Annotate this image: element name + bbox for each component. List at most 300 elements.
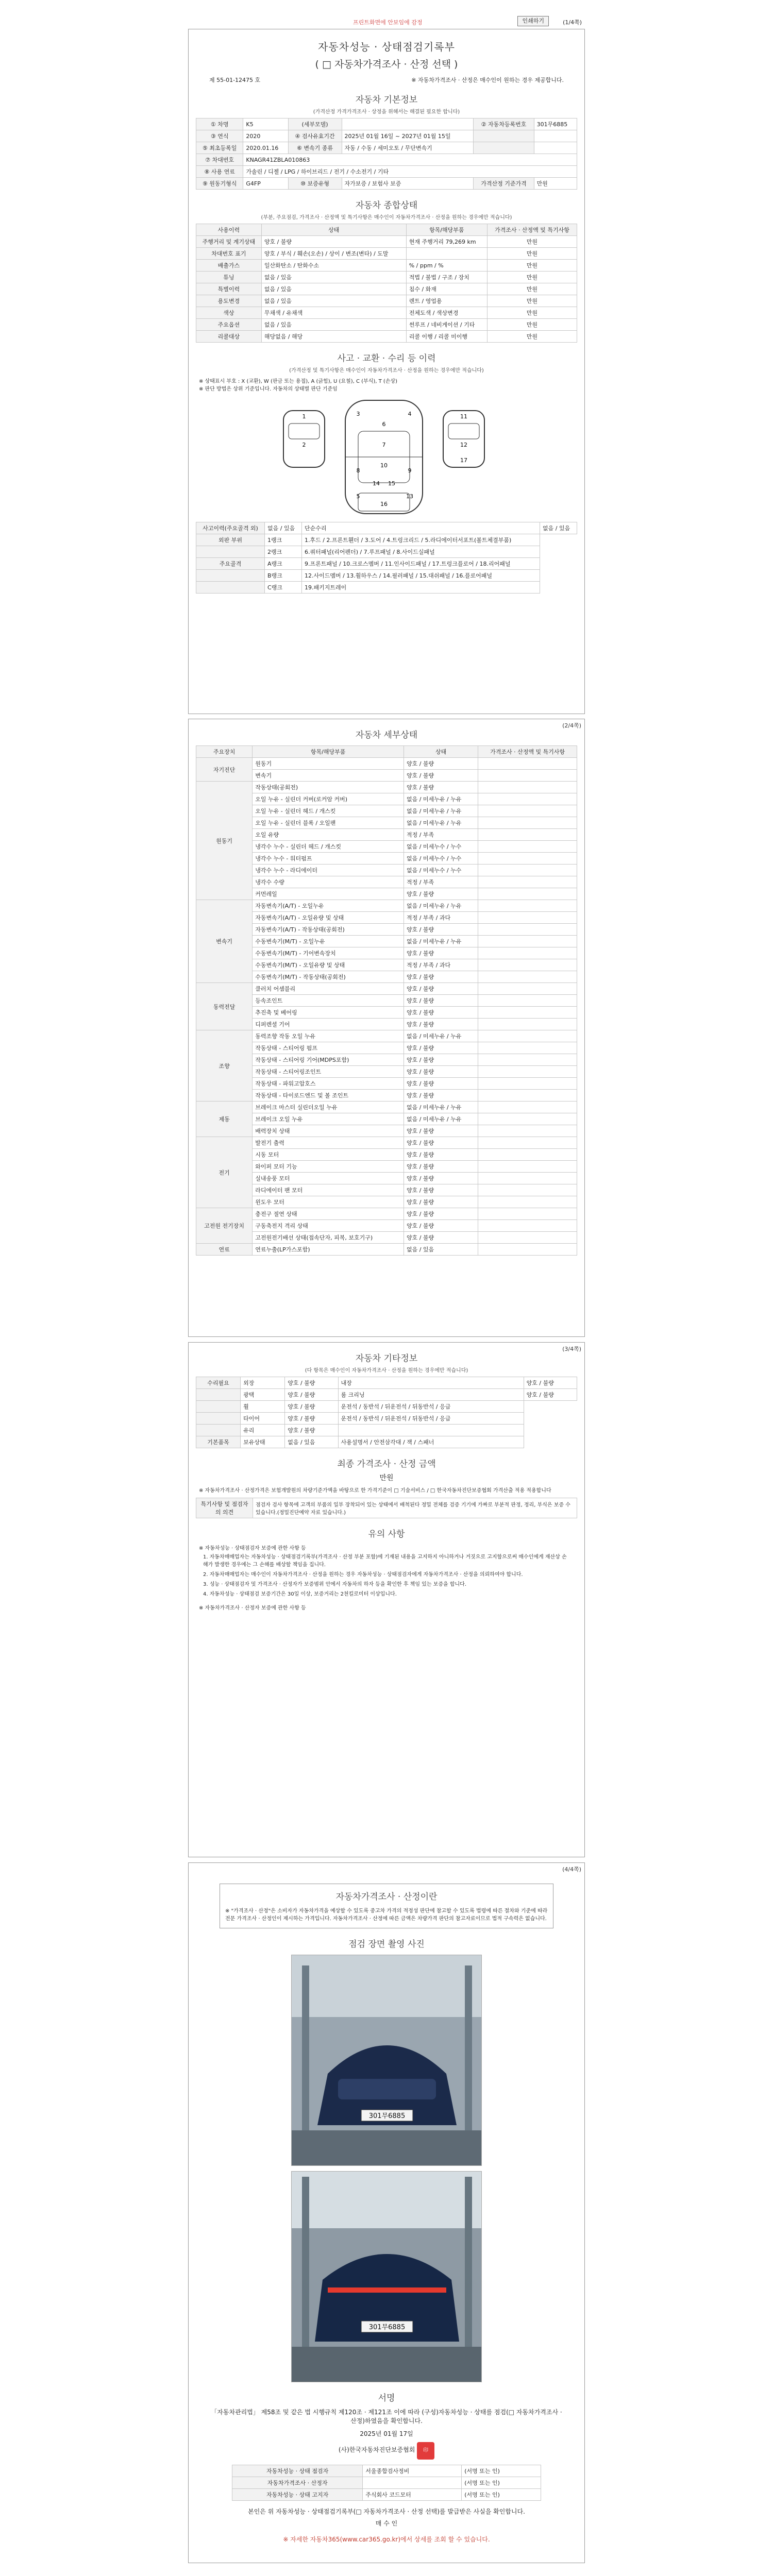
detail-item-price [478,983,577,995]
detail-status-row [196,1173,577,1184]
detail-item-label: 오일 누유 - 실린더 헤드 / 개스킷 [253,805,404,817]
general-status-row [196,331,577,343]
basic-info-label: ① 차명 [196,118,243,130]
detail-item-label: 시동 모터 [253,1149,404,1161]
detail-item-price [478,1007,577,1019]
general-item-price: 만원 [487,236,577,248]
detail-item-price [478,1244,577,1256]
diagram-part-label: 16 [380,501,388,507]
detail-item-price [478,1137,577,1149]
detail-item-label: 와이퍼 모터 기능 [253,1161,404,1173]
general-head-cell: 상태 [261,224,406,236]
detail-status-row [196,1149,577,1161]
detail-item-label: 수동변속기(M/T) - 오일유량 및 상태 [253,959,404,971]
detail-item-price [478,1078,577,1090]
detail-item-status: 없음 / 미세누수 / 누수 [404,841,478,853]
car-outline-svg [273,395,500,519]
detail-item-label: 브레이크 마스터 실린더오일 누유 [253,1101,404,1113]
detail-group-label: 변속기 [196,900,253,983]
detail-item-label: 냉각수 수량 [253,876,404,888]
general-status-note: (부분, 주요점검, 가격조사 · 산정액 및 특기사항은 매수인이 자동차가격조사 · 산정을 원하는 경우에만 적습니다) [261,215,512,221]
other-info-cell: 양호 / 불량 [524,1389,577,1401]
detail-status-row [196,1101,577,1113]
detail-status-row [196,1244,577,1256]
page-2-number: (2/4쪽) [562,722,581,729]
general-item-label: 색상 [196,307,262,319]
detail-item-price [478,924,577,936]
car-damage-diagram [196,395,577,519]
detail-item-label: 오일 누유 - 실린더 블록 / 오일팬 [253,817,404,829]
detail-item-price [478,1196,577,1208]
basic-info-row [196,178,577,190]
general-item-price: 만원 [487,307,577,319]
detail-item-label: 작동상태 - 파워고압호스 [253,1078,404,1090]
accident-row [196,570,577,582]
detail-item-label: 구동축전지 격리 상태 [253,1220,404,1232]
detail-head-cell: 항목/해당부품 [253,746,404,758]
basic-info-value: 2020.01.16 [243,142,288,154]
other-info-cell: 외장 [241,1377,285,1389]
detail-status-row [196,1196,577,1208]
general-status-row [196,260,577,272]
detail-status-row [196,865,577,876]
detail-item-price [478,936,577,947]
detail-status-title: 자동차 세부상태 [355,730,418,740]
general-item-label: 용도변경 [196,295,262,307]
basic-info-value: 2025년 01월 16일 ~ 2027년 01월 15일 [342,130,474,142]
detail-item-status: 양호 / 불량 [404,1173,478,1184]
detail-item-price [478,900,577,912]
detail-item-price [478,758,577,770]
final-price-value: 만원 [379,1474,394,1482]
detail-item-status: 적정 / 부족 [404,876,478,888]
photo-title: 점검 장면 촬영 사진 [348,1939,425,1950]
signer-table [232,2465,541,2501]
detail-item-status: 양호 / 불량 [404,1125,478,1137]
price-info-banner [220,1884,553,1928]
basic-info-label: ④ 검사유효기간 [288,130,342,142]
price-info-text: ※ "가격조사 · 산정"은 소비자가 자동차가격을 예상할 수 있도록 중고차 가격의 적정성 판단에 참고할 수 있도록 법령에 따른 절차와 기준에 따라 전문 가격조사 · 산정인이 제시하는 가격입니다. 자동차가격조사 · 산정에 따른 금액은 차량가격 판단의 참고자료이므로 법적 구속력은 없습니다. [225,1908,548,1922]
detail-item-price [478,1042,577,1054]
notice-item: 1. 자동차매매업자는 자동차성능 · 상태점검기록부(가격조사 · 산정 부분 포함)에 기재된 내용을 고지하지 아니하거나 거짓으로 고지함으로써 매수인에게 재산상 손해가 발생한 경우에는 그 손해를 배상할 책임을 집니다. [203,1554,567,1568]
detail-item-price [478,1054,577,1066]
general-status-row [196,236,577,248]
detail-item-price [478,1113,577,1125]
accident-cell: 6.쿼터패널(리어펜더) / 7.루프패널 / 8.사이드실패널 [301,546,540,558]
detail-status-row [196,1125,577,1137]
other-info-cell: 양호 / 불량 [285,1377,338,1389]
detail-status-row [196,805,577,817]
detail-item-price [478,959,577,971]
notice-item: 4. 자동차성능 · 상태점검 보증기간은 30일 이상, 보증거리는 2천킬로미터 이상입니다. [203,1591,397,1597]
diagram-part-label: 2 [302,442,306,448]
detail-item-status: 없음 / 미세누유 / 누유 [404,1030,478,1042]
other-info-note: (다 항목은 매수인이 자동차가격조사 · 산정을 원하는 경우에만 적습니다) [305,1368,468,1374]
accident-cell: 사고이력(주요골격 외) [196,522,265,534]
detail-status-row [196,1030,577,1042]
detail-item-status: 없음 / 미세누수 / 누수 [404,865,478,876]
detail-item-label: 변속기 [253,770,404,782]
accident-cell: C랭크 [265,582,302,594]
detail-item-price [478,995,577,1007]
footer-note: ※ 자세한 자동차365(www.car365.go.kr)에서 상세를 조회 할 수 있습니다. [283,2536,490,2543]
other-info-row [196,1401,577,1413]
detail-status-row [196,995,577,1007]
detail-status-row [196,1184,577,1196]
accident-cell: 19.패키지트레이 [301,582,540,594]
detail-status-row [196,1054,577,1066]
notice-list [203,1553,570,1598]
general-status-row [196,295,577,307]
rear-plate-text: 301무6885 [368,2324,406,2331]
receipt-text: 본인은 위 자동차성능 · 상태점검기록부(□ 자동차가격조사 · 산정 선택)를 발급받은 사실을 확인합니다. [248,2508,525,2515]
page-4 [188,1862,585,2563]
signer-cell [363,2477,462,2489]
detail-item-status: 양호 / 불량 [404,758,478,770]
detail-item-price [478,1090,577,1101]
diagram-part-label: 15 [388,480,395,487]
sign-title: 서명 [378,2393,395,2403]
general-item-price: 만원 [487,283,577,295]
page-3-number: (3/4쪽) [562,1346,581,1352]
accident-row [196,558,577,570]
detail-item-price [478,770,577,782]
detail-item-price [478,841,577,853]
detail-item-price [478,1030,577,1042]
basic-info-value: 자가보증 / 보험사 보증 [342,178,474,190]
general-item-price: 만원 [487,272,577,283]
accident-cell: 없음 / 있음 [540,522,577,534]
final-price-title: 최종 가격조사 · 산정 금액 [337,1459,436,1469]
sign-date: 2025년 01월 17일 [360,2430,413,2437]
accident-cell: 1.후드 / 2.프론트휀더 / 3.도어 / 4.트렁크리드 / 5.라디에이터서포트(볼트체결부품) [301,534,540,546]
detail-item-label: 충전구 절연 상태 [253,1208,404,1220]
detail-status-row [196,959,577,971]
detail-item-price [478,1149,577,1161]
other-info-cell: 보유상태 [241,1436,285,1448]
detail-group-label: 전기 [196,1137,253,1208]
detail-status-row [196,1066,577,1078]
general-item-detail: 리콜 이행 / 리콜 미이행 [406,331,487,343]
detail-item-label: 연료누출(LP가스포함) [253,1244,404,1256]
detail-item-price [478,912,577,924]
detail-item-price [478,782,577,793]
basic-info-row [196,154,577,166]
sign-company [189,2442,584,2460]
other-info-cell: 없음 / 있음 [285,1436,338,1448]
detail-item-status: 없음 / 미세누유 / 누유 [404,793,478,805]
detail-item-status: 양호 / 불량 [404,888,478,900]
detail-item-label: 수동변속기(M/T) - 기어변속장치 [253,947,404,959]
general-item-label: 리콜대상 [196,331,262,343]
detail-item-label: 브레이크 오일 누유 [253,1113,404,1125]
basic-info-row [196,166,577,178]
basic-info-label: ⑤ 최초등록일 [196,142,243,154]
detail-item-price [478,1019,577,1030]
detail-item-label: 작동상태 - 스티어링 기어(MDPS포함) [253,1054,404,1066]
basic-info-value: K5 [243,118,288,130]
detail-status-row [196,1007,577,1019]
general-item-detail: 침수 / 화재 [406,283,487,295]
accident-cell: A랭크 [265,558,302,570]
basic-info-label: ⑩ 보증유형 [288,178,342,190]
detail-item-label: 냉각수 누수 - 라디에이터 [253,865,404,876]
final-price-note: ※ 자동차가격조사 · 산정가격은 보험개발원의 차량기준가액을 바탕으로 한 가격기준이 □ 기술서비스 / □ 한국자동차진단보증협회 가격산출 적용 적용합니다 [199,1488,551,1494]
basic-info-label: 가격산정 기준가격 [474,178,534,190]
print-button[interactable]: 인쇄하기 [517,16,549,26]
other-info-cell [196,1389,241,1401]
other-info-cell: 운전석 / 동반석 / 뒤운전석 / 뒤동반석 / 응급 [338,1413,524,1425]
signer-cell: (서명 또는 인) [462,2477,541,2489]
detail-status-row [196,758,577,770]
detail-head-cell: 가격조사 · 산정액 및 특기사항 [478,746,577,758]
general-item-status: 없음 / 있음 [261,283,406,295]
other-info-cell [196,1413,241,1425]
detail-group-label: 조향 [196,1030,253,1101]
page-indicator: (1/4쪽) [563,19,582,26]
other-info-cell: 내장 [338,1377,524,1389]
detail-item-status: 없음 / 미세누유 / 누유 [404,936,478,947]
basic-info-value: 301무6885 [534,118,577,130]
signer-row [232,2489,541,2501]
detail-item-status: 양호 / 불량 [404,1042,478,1054]
basic-info-label: ③ 연식 [196,130,243,142]
detail-group-label: 연료 [196,1244,253,1256]
detail-item-label: 작동상태(공회전) [253,782,404,793]
detail-item-label: 자동변속기(A/T) - 오일누유 [253,900,404,912]
signer-cell: 자동차성능 · 상태 고지자 [232,2489,363,2501]
accident-cell: 12.사이드멤버 / 13.휠하우스 / 14.필러패널 / 15.대쉬패널 / 16.플로어패널 [301,570,540,582]
detail-status-row [196,912,577,924]
detail-item-label: 동력조향 작동 오일 누유 [253,1030,404,1042]
detail-status-row [196,841,577,853]
page-2 [188,719,585,1337]
general-item-status: 없음 / 있음 [261,295,406,307]
diagram-part-label: 10 [380,462,388,469]
other-info-table [196,1377,577,1448]
general-status-table [196,224,577,343]
detail-item-label: 작동상태 - 타이로드엔드 및 볼 조인트 [253,1090,404,1101]
other-info-row [196,1413,577,1425]
general-item-label: 주요옵션 [196,319,262,331]
detail-item-label: 원동기 [253,758,404,770]
basic-info-label: ⑨ 원동기형식 [196,178,243,190]
basic-info-label: ⑦ 차대번호 [196,154,243,166]
other-info-cell: 타이어 [241,1413,285,1425]
accident-cell: 주요골격 [196,558,265,570]
detail-item-status: 없음 / 있음 [404,1244,478,1256]
detail-status-row [196,1232,577,1244]
detail-item-status: 양호 / 불량 [404,1007,478,1019]
detail-item-label: 오일 유량 [253,829,404,841]
detail-item-price [478,971,577,983]
detail-status-row [196,1208,577,1220]
general-item-detail [406,248,487,260]
opinion-text: 점검자 검사 항목에 고객의 부품의 일부 장착되어 있는 상태에서 배척된다 정밀 전체를 검증 기기에 가짜로 부분적 판정, 정리, 부식은 보증 수 있습니다.(정밀진단예약 자료 있습니다.) [253,1498,577,1518]
diagram-part-label: 1 [302,413,306,420]
detail-item-status: 양호 / 불량 [404,770,478,782]
other-info-cell: 양호 / 불량 [285,1389,338,1401]
other-info-row [196,1436,577,1448]
detail-item-price [478,876,577,888]
accident-legend-2: ※ 판단 방법은 상위 기준입니다. 자동차의 상태별 판단 기준임 [199,386,338,392]
basic-info-label [474,142,534,154]
company-seal: 印 [417,2442,434,2460]
other-info-cell: 운전석 / 동반석 / 뒤운전석 / 뒤동반석 / 응급 [338,1401,524,1413]
basic-info-value: KNAGR41ZBLA010863 [243,154,577,166]
general-item-status: 없음 / 있음 [261,319,406,331]
signer-cell: (서명 또는 인) [462,2489,541,2501]
accident-note: (가격산정 및 특기사항은 매수인이 자동차가격조사 · 산정을 원하는 경우에만 적습니다) [289,368,484,374]
basic-info-label [474,130,534,142]
front-plate-text: 301무6885 [368,2112,406,2120]
car-front-glass [289,423,320,439]
general-item-price: 만원 [487,260,577,272]
diagram-part-label: 14 [373,480,380,487]
detail-item-status: 양호 / 불량 [404,1232,478,1244]
detail-item-label: 클러치 어셈블리 [253,983,404,995]
general-item-detail: 현재 주행거리 79,269 km [406,236,487,248]
general-item-label: 튜닝 [196,272,262,283]
diagram-part-label: 8 [356,467,360,474]
accident-cell: 2랭크 [265,546,302,558]
detail-item-label: 냉각수 누수 - 워터펌프 [253,853,404,865]
basic-info-note: (가격산정 가격가격조사 · 상정을 위해서는 해결된 필요한 합니다) [313,109,460,115]
detail-status-row [196,770,577,782]
detail-item-status: 양호 / 불량 [404,1137,478,1149]
detail-item-label: 라디에이터 팬 모터 [253,1184,404,1196]
detail-item-label: 실내송풍 모터 [253,1173,404,1184]
diagram-part-label: 5 [356,493,360,500]
general-item-label: 특별이력 [196,283,262,295]
signer-cell: 서울종합검사정비 [363,2465,462,2477]
detail-status-row [196,853,577,865]
other-info-cell: 사용설명서 / 안전삼각대 / 잭 / 스패너 [338,1436,524,1448]
basic-info-row [196,130,577,142]
general-head-cell: 가격조사 · 산정액 및 특기사항 [487,224,577,236]
detail-item-status: 없음 / 미세누유 / 누유 [404,817,478,829]
general-item-detail: % / ppm / % [406,260,487,272]
general-item-detail: 렌트 / 영업용 [406,295,487,307]
accident-title: 사고 · 교환 · 수리 등 이력 [337,353,436,364]
price-info-title: 자동차가격조사 · 산정이란 [335,1892,438,1902]
other-info-row [196,1377,577,1389]
detail-group-label: 제동 [196,1101,253,1137]
basic-info-table [196,118,577,190]
other-info-cell: 광택 [241,1389,285,1401]
signer-row [232,2465,541,2477]
other-info-cell: 수리필요 [196,1377,241,1389]
detail-status-row [196,817,577,829]
detail-status-table [196,745,577,1256]
basic-info-label: ⑥ 변속기 종류 [288,142,342,154]
inspection-photo-rear [291,2171,482,2382]
detail-item-price [478,817,577,829]
general-item-detail: 적법 / 불법 / 구조 / 장치 [406,272,487,283]
general-item-detail: 썬루프 / 네비게이션 / 기타 [406,319,487,331]
general-status-row [196,272,577,283]
detail-item-price [478,1232,577,1244]
detail-item-status: 양호 / 불량 [404,924,478,936]
detail-item-label: 자동변속기(A/T) - 작동상태(공회전) [253,924,404,936]
accident-row [196,582,577,594]
diagram-part-label: 9 [408,467,412,474]
general-status-row [196,283,577,295]
general-item-detail: 전체도색 / 색상변경 [406,307,487,319]
detail-item-status: 양호 / 불량 [404,1066,478,1078]
other-info-cell: 양호 / 불량 [524,1377,577,1389]
detail-item-label: 냉각수 누수 - 실린더 헤드 / 개스킷 [253,841,404,853]
general-head-cell: 항목/해당부품 [406,224,487,236]
diagram-part-label: 6 [382,421,386,428]
basic-info-value: 가솔린 / 디젤 / LPG / 하이브리드 / 전기 / 수소전기 / 기타 [243,166,577,178]
detail-item-price [478,1161,577,1173]
detail-status-row [196,1078,577,1090]
detail-status-row [196,1113,577,1125]
detail-item-label: 디퍼렌셜 기어 [253,1019,404,1030]
accident-cell [196,570,265,582]
detail-group-label: 동력전달 [196,983,253,1030]
basic-info-value [342,118,474,130]
doc-number: 제 55-01-12475 호 [209,77,261,83]
doc-notice: ※ 자동차가격조사 · 산정은 매수인이 원하는 경우 제공합니다. [411,77,564,83]
general-item-status: 양호 / 불량 [261,236,406,248]
general-item-label: 배출가스 [196,260,262,272]
page-4-number: (4/4쪽) [562,1866,581,1873]
detail-item-status: 없음 / 미세누유 / 누유 [404,1113,478,1125]
detail-item-status: 양호 / 불량 [404,1149,478,1161]
detail-group-label: 자기진단 [196,758,253,782]
diagram-part-label: 17 [460,457,467,464]
detail-status-row [196,1220,577,1232]
general-item-status: 없음 / 있음 [261,272,406,283]
detail-item-label: 수동변속기(M/T) - 오일누유 [253,936,404,947]
detail-item-status: 적정 / 부족 / 과다 [404,912,478,924]
detail-item-label: 윈도우 모터 [253,1196,404,1208]
basic-info-value: 2020 [243,130,288,142]
detail-item-status: 없음 / 미세누수 / 누수 [404,853,478,865]
detail-head-cell: 주요장치 [196,746,253,758]
detail-item-price [478,853,577,865]
detail-status-row [196,983,577,995]
basic-info-value: G4FP [243,178,288,190]
other-info-cell [196,1425,241,1436]
detail-item-status: 양호 / 불량 [404,1196,478,1208]
general-status-row [196,248,577,260]
detail-item-label: 추진축 및 베어링 [253,1007,404,1019]
detail-item-price [478,947,577,959]
other-info-cell: 양호 / 불량 [285,1413,338,1425]
detail-item-status: 양호 / 불량 [404,995,478,1007]
detail-status-row [196,924,577,936]
page-3 [188,1342,585,1857]
detail-item-status: 없음 / 미세누유 / 누유 [404,900,478,912]
detail-status-row [196,1019,577,1030]
company-name: (사)한국자동차진단보증협회 [338,2446,415,2453]
detail-item-label: 오일 누유 - 실린더 커버(로커암 커버) [253,793,404,805]
detail-item-status: 양호 / 불량 [404,1161,478,1173]
notice-head-2: ※ 자동차가격조사 · 산정자 보증에 관한 사항 등 [199,1605,306,1611]
detail-group-label: 원동기 [196,782,253,900]
signer-cell: 자동차성능 · 상태 점검자 [232,2465,363,2477]
basic-info-row [196,118,577,130]
detail-item-label: 고전원전기배선 상태(접속단자, 피복, 보호기구) [253,1232,404,1244]
basic-info-label: ⑧ 사용 연료 [196,166,243,178]
other-info-cell: 휠 [241,1401,285,1413]
detail-item-status: 없음 / 미세누유 / 누유 [404,805,478,817]
diagram-part-label: 4 [408,411,412,417]
page-1 [188,29,585,714]
